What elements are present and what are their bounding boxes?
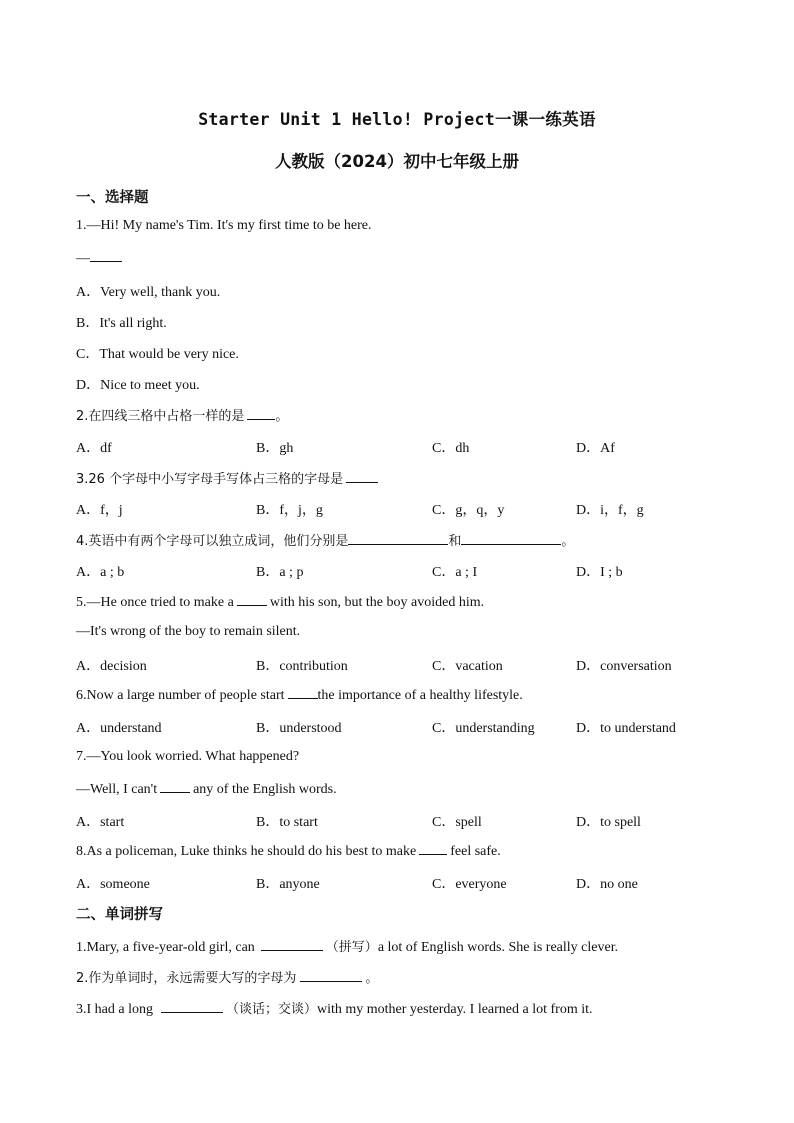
spelling-3-text: 3.I had a long [76, 1002, 153, 1017]
q7-reply-rest: any of the English words. [193, 782, 337, 797]
q3-option-a[interactable]: A．f，j [76, 503, 123, 518]
q8-option-b[interactable]: B．anyone [256, 877, 320, 892]
q3-option-c[interactable]: C．g，q，y [432, 503, 505, 518]
q7-option-b[interactable]: B．to start [256, 815, 318, 830]
answer-blank[interactable] [237, 593, 267, 606]
spelling-2-end: 。 [365, 971, 379, 986]
q7-option-a[interactable]: A．start [76, 815, 125, 830]
q1-reply [76, 249, 122, 267]
q2-option-c[interactable]: C．dh [432, 441, 470, 456]
q6-option-c[interactable]: C．understanding [432, 721, 535, 736]
spelling-1 [76, 936, 618, 956]
q5-stem-rest: with his son, but the boy avoided him. [269, 595, 485, 610]
q8-stem-rest: feel safe. [450, 844, 501, 859]
q2-stem [76, 405, 288, 425]
q4-option-b[interactable]: B．a ; p [256, 565, 304, 580]
q8-option-c[interactable]: C．everyone [432, 877, 507, 892]
answer-blank[interactable] [90, 249, 122, 262]
q4-option-c[interactable]: C．a ; I [432, 565, 478, 580]
spelling-2 [76, 967, 378, 987]
q5-stem [76, 593, 484, 611]
q4-stem-end: 。 [561, 534, 575, 549]
q2-stem-end: 。 [275, 409, 289, 424]
answer-blank[interactable] [419, 842, 447, 855]
q5-option-b[interactable]: B．contribution [256, 659, 348, 674]
q1-reply-dash: — [76, 251, 90, 266]
q6-stem [76, 686, 523, 704]
q2-option-a[interactable]: A．df [76, 441, 112, 456]
q5-option-a[interactable]: A．decision [76, 659, 147, 674]
answer-blank[interactable] [346, 470, 378, 483]
section-heading-spelling: 二、单词拼写 [76, 907, 163, 923]
q8-option-d[interactable]: D．no one [576, 877, 638, 892]
answer-blank[interactable] [261, 938, 323, 951]
q6-option-b[interactable]: B．understood [256, 721, 342, 736]
q7-stem: 7.—You look worried. What happened? [76, 749, 300, 764]
q1-option-d[interactable]: D．Nice to meet you. [76, 378, 200, 393]
q7-option-c[interactable]: C．spell [432, 815, 482, 830]
answer-blank[interactable] [288, 686, 318, 699]
answer-blank[interactable] [300, 969, 362, 982]
spelling-1-text: 1.Mary, a five-year-old girl, can [76, 940, 255, 955]
q8-option-a[interactable]: A．someone [76, 877, 150, 892]
spelling-1-rest: a lot of English words. She is really clever. [377, 940, 619, 955]
q1-option-a[interactable]: A．Very well, thank you. [76, 285, 221, 300]
spelling-3-rest: with my mother yesterday. I learned a lot from it. [317, 1002, 593, 1017]
spelling-1-hint: （拼写） [325, 940, 378, 955]
q4-option-a[interactable]: A．a ; b [76, 565, 125, 580]
spelling-3-hint: （谈话；交谈） [225, 1002, 317, 1017]
q6-option-d[interactable]: D．to understand [576, 721, 676, 736]
q5-reply: —It's wrong of the boy to remain silent. [76, 624, 301, 639]
spelling-2-text: 2.作为单词时，永远需要大写的字母为 [76, 971, 297, 986]
q7-reply-text: —Well, I can't [76, 782, 158, 797]
q8-stem [76, 842, 501, 860]
q7-reply [76, 780, 337, 798]
answer-blank[interactable] [461, 532, 561, 545]
answer-blank[interactable] [161, 1000, 223, 1013]
q2-option-d[interactable]: D．Af [576, 441, 615, 456]
q2-stem-text: 2.在四线三格中占格一样的是 [76, 409, 245, 424]
q4-stem-and: 和 [448, 534, 462, 549]
q5-option-c[interactable]: C．vacation [432, 659, 503, 674]
q1-option-c[interactable]: C．That would be very nice. [76, 347, 239, 362]
q5-option-d[interactable]: D．conversation [576, 659, 672, 674]
q4-option-d[interactable]: D．I ; b [576, 565, 623, 580]
q3-stem-text: 3.26 个字母中小写字母手写体占三格的字母是 [76, 472, 344, 487]
spelling-3 [76, 998, 593, 1018]
answer-blank[interactable] [247, 407, 275, 420]
q6-stem-rest: the importance of a healthy lifestyle. [317, 688, 523, 703]
q1-stem: 1.—Hi! My name's Tim. It's my first time to be here. [76, 218, 372, 233]
q4-stem [76, 530, 574, 550]
q1-option-b[interactable]: B．It's all right. [76, 316, 167, 331]
answer-blank[interactable] [160, 780, 190, 793]
q5-stem-text: 5.—He once tried to make a [76, 595, 234, 610]
q6-option-a[interactable]: A．understand [76, 721, 162, 736]
q3-stem [76, 468, 378, 488]
q4-stem-text: 4.英语中有两个字母可以独立成词，他们分别是 [76, 534, 349, 549]
q3-option-d[interactable]: D．i，f，g [576, 503, 644, 518]
q2-option-b[interactable]: B．gh [256, 441, 294, 456]
page-subtitle: 人教版（2024）初中七年级上册 [275, 152, 519, 171]
page-title: Starter Unit 1 Hello! Project一课一练英语 [198, 110, 596, 129]
q7-option-d[interactable]: D．to spell [576, 815, 641, 830]
section-heading-choice: 一、选择题 [76, 190, 149, 206]
q3-option-b[interactable]: B．f，j，g [256, 503, 323, 518]
q8-stem-text: 8.As a policeman, Luke thinks he should do his best to make [76, 844, 417, 859]
q6-stem-text: 6.Now a large number of people start [76, 688, 285, 703]
answer-blank[interactable] [348, 532, 448, 545]
